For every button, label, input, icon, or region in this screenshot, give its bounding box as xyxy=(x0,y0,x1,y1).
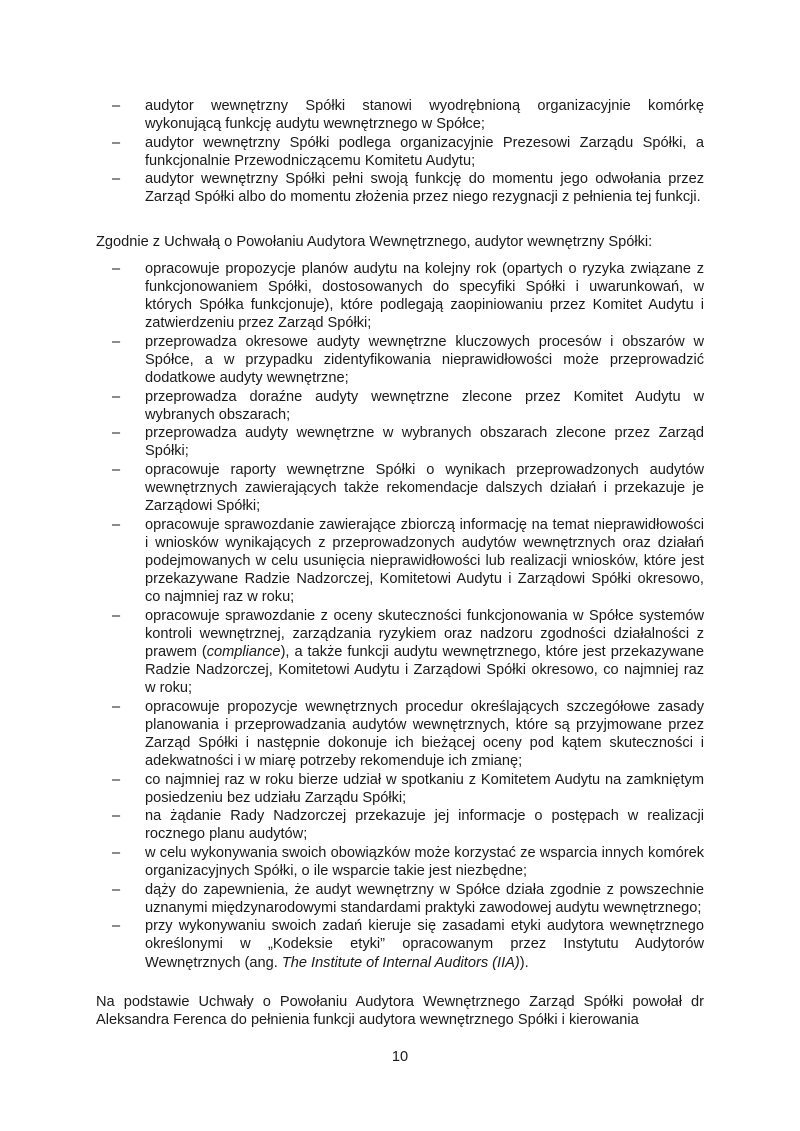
list-item: – opracowuje raporty wewnętrzne Spółki o wynikach przeprowadzonych audytów wewnętrznych zawierających także rekomendacje dalszych działań i przekazuje je Zarządowi Spółki; xyxy=(112,462,704,515)
list-item: – opracowuje propozycje wewnętrznych procedur określających szczegółowe zasady planowania i przeprowadzania audytów wewnętrznych, które są przyjmowane przez Zarząd Spółki i następnie dokonuje ich bieżącej oceny pod kątem skuteczności i adekwatności i w miarę potrzeby rekomenduje ich zmianę; xyxy=(112,698,704,770)
dash-bullet: – xyxy=(112,425,121,442)
dash-bullet: – xyxy=(112,881,121,898)
dash-bullet: – xyxy=(112,98,121,114)
list-item: – przeprowadza audyty wewnętrzne w wybranych obszarach zlecone przez Zarząd Spółki; xyxy=(112,425,704,460)
iia-name: The Institute of Internal Auditors (IIA) xyxy=(281,954,520,971)
dash-bullet: – xyxy=(112,388,121,405)
dash-bullet: – xyxy=(112,516,121,533)
list-item: – co najmniej raz w roku bierze udział w spotkaniu z Komitetem Audytu na zamkniętym posiedzeniu bez udziału Zarządu Spółki; xyxy=(112,771,704,806)
dash-bullet: – xyxy=(112,134,121,151)
dash-bullet: – xyxy=(112,333,121,350)
list-item: – opracowuje propozycje planów audytu na kolejny rok (opartych o ryzyka związane z funkcjonowaniem Spółki, dostosowanych do specyfiki Spółki i uwarunkowań, w których Spółka funkcjonuje), które podlegają zaopiniowaniu przez Komitet Audytu i zatwierdzeniu przez Zarząd Spółki; xyxy=(112,261,704,332)
list-audytor-duties xyxy=(0,260,800,972)
dash-bullet: – xyxy=(112,845,121,861)
list-item: – audytor wewnętrzny Spółki pełni swoją funkcję do momentu jego odwołania przez Zarząd Spółki albo do momentu złożenia przez niego rezygnacji z pełnienia tej funkcji. xyxy=(112,171,704,206)
dash-bullet: – xyxy=(112,698,121,715)
list-item: – opracowuje sprawozdanie z oceny skuteczności funkcjonowania w Spółce systemów kontroli wewnętrznej, zarządzania ryzykiem oraz nadzoru zgodności działalności z prawem (compliance), a także funkcji audytu wewnętrznego, które jest przekazywane Radzie Nadzorczej, Komitetowi Audytu i Zarządowi Spółki okresowo, co najmniej raz w roku; xyxy=(112,607,704,697)
dash-bullet: – xyxy=(112,918,121,935)
closing-paragraph: Na podstawie Uchwały o Powołaniu Audytora Wewnętrznego Zarząd Spółki powołał dr Aleksandra Ferenca do pełnienia funkcji audytora wewnętrznego Spółki i kierowania xyxy=(96,994,704,1029)
intro-paragraph: Zgodnie z Uchwałą o Powołaniu Audytora Wewnętrznego, audytor wewnętrzny Spółki: xyxy=(96,234,653,250)
dash-bullet: – xyxy=(112,808,121,825)
list-item: – w celu wykonywania swoich obowiązków może korzystać ze wsparcia innych komórek organizacyjnych Spółki, o ile wsparcie takie jest niezbędne; xyxy=(112,845,704,880)
list-item: – audytor wewnętrzny Spółki stanowi wyodrębnioną organizacyjnie komórkę wykonującą funkcję audytu wewnętrznego w Spółce; xyxy=(112,98,704,133)
dash-bullet: – xyxy=(112,462,121,479)
dash-bullet: – xyxy=(112,261,121,277)
list-audytor-status xyxy=(0,97,800,207)
list-item: – opracowuje sprawozdanie zawierające zbiorczą informację na temat nieprawidłowości i wniosków wynikających z przeprowadzonych audytów wewnętrznych oraz działań podejmowanych w celu usunięcia nieprawidłowości lub realizacji wniosków, które jest przekazywane Radzie Nadzorczej, Komitetowi Audytu i Zarządowi Spółki okresowo, co najmniej raz w roku; xyxy=(112,516,704,606)
dash-bullet: – xyxy=(112,171,121,188)
dash-bullet: – xyxy=(112,771,121,788)
page-number: 10 xyxy=(391,1049,409,1065)
list-item: – dąży do zapewnienia, że audyt wewnętrzny w Spółce działa zgodnie z powszechnie uznanymi międzynarodowymi standardami praktyki zawodowej audytu wewnętrznego; xyxy=(112,881,704,916)
list-item: – przeprowadza doraźne audyty wewnętrzne zlecone przez Komitet Audytu w wybranych obszarach; xyxy=(112,388,704,423)
compliance-term: compliance xyxy=(206,643,281,660)
dash-bullet: – xyxy=(112,607,121,624)
list-item: – przeprowadza okresowe audyty wewnętrzne kluczowych procesów i obszarów w Spółce, a w przypadku zidentyfikowania nieprawidłowości może przeprowadzić dodatkowe audyty wewnętrzne; xyxy=(112,333,704,387)
list-item: – przy wykonywaniu swoich zadań kieruje się zasadami etyki audytora wewnętrznego określonymi w „Kodeksie etyki” opracowanym przez Instytutu Audytorów Wewnętrznych (ang. The Institute of Internal Auditors (IIA)). xyxy=(112,918,704,971)
list-item: – na żądanie Rady Nadzorczej przekazuje jej informacje o postępach w realizacji rocznego planu audytów; xyxy=(112,808,704,843)
list-item: – audytor wewnętrzny Spółki podlega organizacyjnie Prezesowi Zarządu Spółki, a funkcjonalnie Przewodniczącemu Komitetu Audytu; xyxy=(112,134,704,169)
